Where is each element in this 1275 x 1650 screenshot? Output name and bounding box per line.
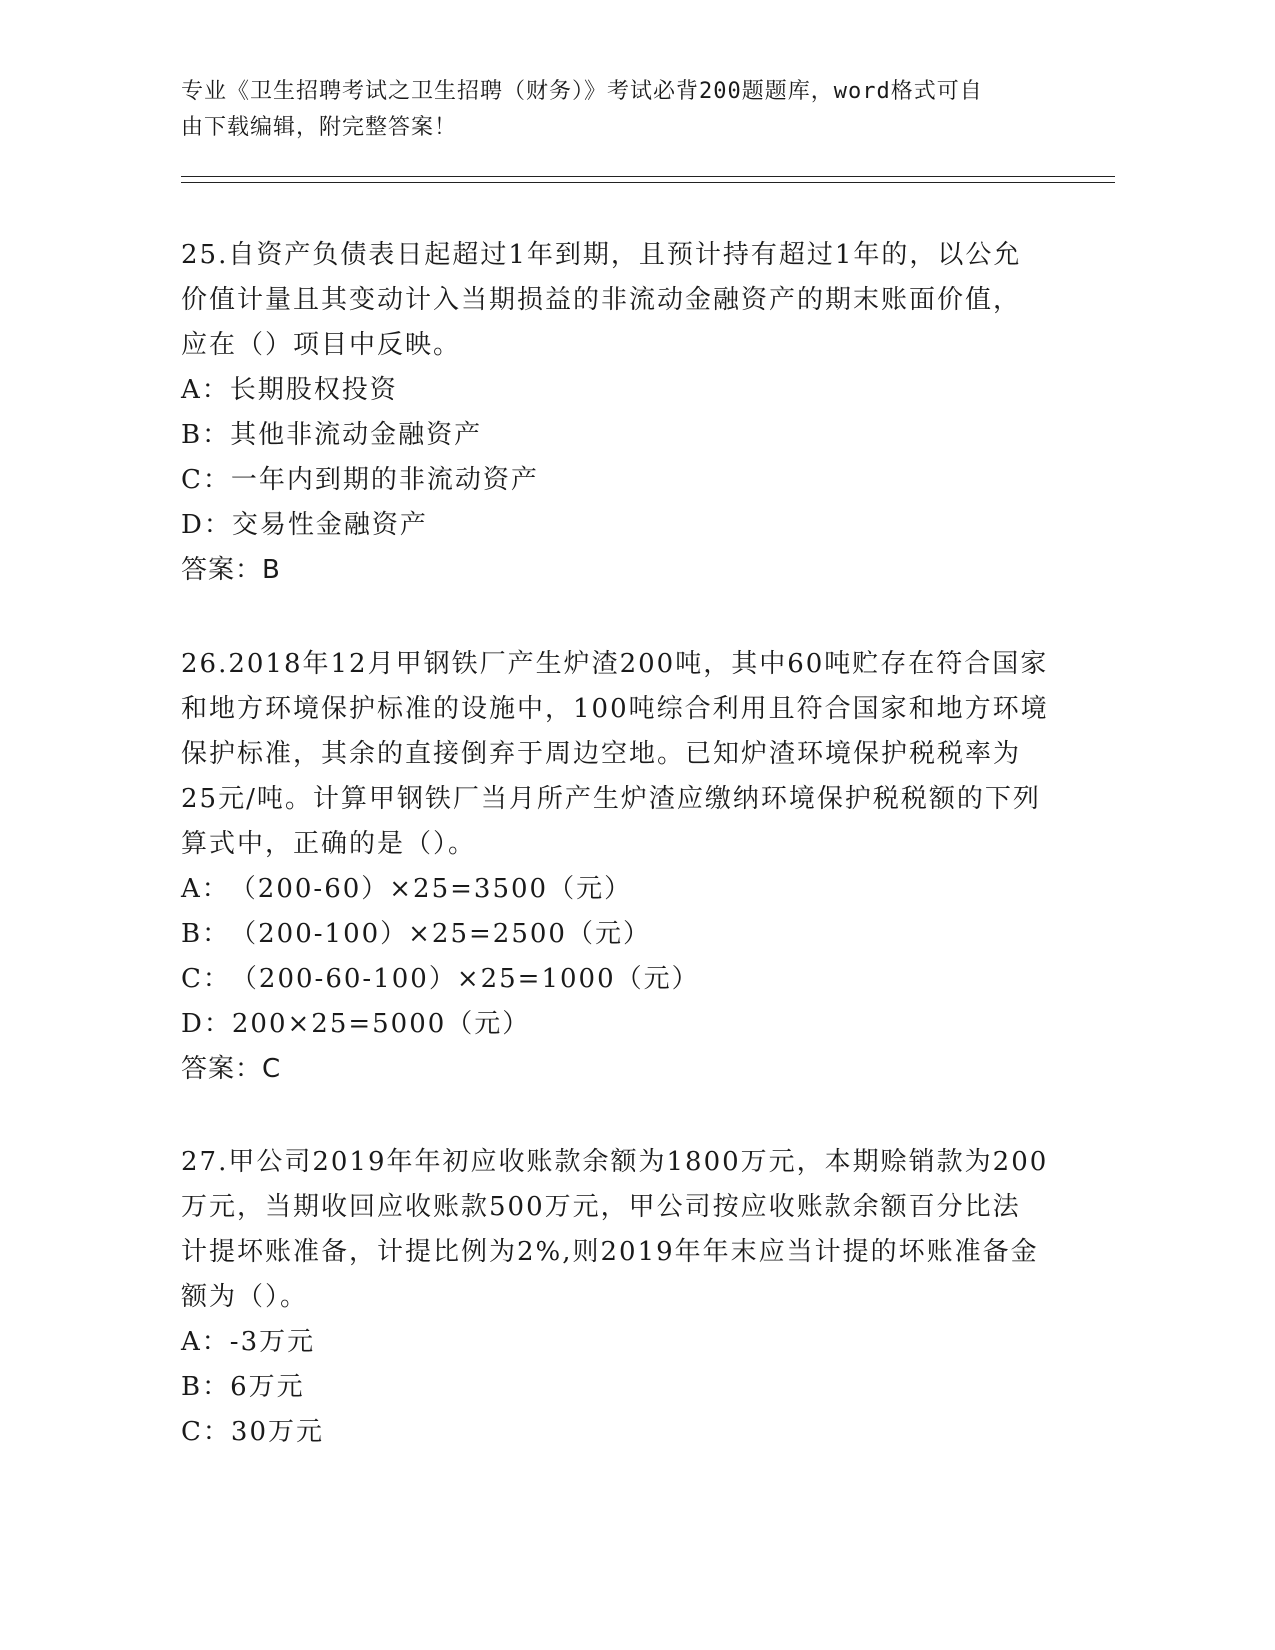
option-text: 交易性金融资产: [231, 510, 428, 540]
header-divider-bottom: [181, 182, 1115, 183]
option-letter: D：: [181, 510, 232, 540]
option-letter: B：: [181, 420, 231, 450]
header-divider-top: [181, 176, 1115, 177]
option-text: （200-60）×25=3500（元）: [229, 874, 633, 904]
question-stem-line: 计提坏账准备，计提比例为2%,则2019年年末应当计提的坏账准备金: [181, 1237, 1039, 1267]
option-letter: C：: [181, 964, 231, 994]
question-stem-line: 保护标准，其余的直接倒弃于周边空地。已知炉渣环境保护税税率为: [181, 739, 1022, 769]
question-stem-line: 和地方环境保护标准的设施中，100吨综合利用且符合国家和地方环境: [181, 694, 1049, 724]
option-letter: A：: [181, 1327, 230, 1357]
option-letter: A：: [181, 874, 230, 904]
option-letter: D：: [181, 1009, 232, 1039]
option-text: 30万元: [230, 1417, 324, 1447]
document-header: [181, 74, 1061, 146]
option-d: [181, 1002, 1101, 1047]
question-25: [181, 233, 1101, 593]
option-text: 一年内到期的非流动资产: [230, 465, 539, 495]
option-text: 6万元: [230, 1372, 305, 1402]
question-stem-line: 价值计量且其变动计入当期损益的非流动金融资产的期末账面价值，: [181, 285, 1022, 315]
option-c: [181, 1410, 1101, 1455]
question-stem-line: 27.甲公司2019年年初应收账款余额为1800万元，本期赊销款为200: [181, 1147, 1049, 1177]
option-b: [181, 1365, 1101, 1410]
option-a: [181, 867, 1101, 912]
question-26: [181, 642, 1101, 1092]
option-a: [181, 368, 1101, 413]
option-c: [181, 458, 1101, 503]
question-stem-line: 25元/吨。计算甲钢铁厂当月所产生炉渣应缴纳环境保护税税额的下列: [181, 784, 1041, 814]
option-letter: C：: [181, 1417, 231, 1447]
option-c: [181, 957, 1101, 1002]
option-d: [181, 503, 1101, 548]
question-stem-line: 万元，当期收回应收账款500万元，甲公司按应收账款余额百分比法: [181, 1192, 1021, 1222]
option-letter: A：: [181, 375, 230, 405]
option-b: [181, 912, 1101, 957]
header-line-1: 专业《卫生招聘考试之卫生招聘（财务）》考试必背200题题库，word格式可自: [181, 79, 983, 104]
answer-line: 答案：C: [181, 1054, 282, 1084]
option-text: 200×25=5000（元）: [231, 1009, 531, 1039]
question-27: [181, 1140, 1101, 1455]
option-text: -3万元: [229, 1327, 316, 1357]
option-text: 其他非流动金融资产: [230, 420, 483, 450]
question-stem-line: 应在（）项目中反映。: [181, 330, 462, 360]
answer-line: 答案：B: [181, 555, 281, 585]
question-stem-line: 额为（）。: [181, 1282, 309, 1312]
option-text: 长期股权投资: [229, 375, 398, 405]
option-text: （200-100）×25=2500（元）: [230, 919, 651, 949]
question-stem-line: 26.2018年12月甲钢铁厂产生炉渣200吨，其中60吨贮存在符合国家: [181, 649, 1049, 679]
header-line-2: 由下载编辑，附完整答案！: [181, 115, 458, 140]
question-stem-line: 算式中，正确的是（）。: [181, 829, 477, 859]
option-letter: C：: [181, 465, 231, 495]
option-b: [181, 413, 1101, 458]
option-letter: B：: [181, 1372, 231, 1402]
question-stem-line: 25.自资产负债表日起超过1年到期，且预计持有超过1年的，以公允: [181, 240, 1022, 270]
option-a: [181, 1320, 1101, 1365]
option-text: （200-60-100）×25=1000（元）: [230, 964, 700, 994]
option-letter: B：: [181, 919, 231, 949]
